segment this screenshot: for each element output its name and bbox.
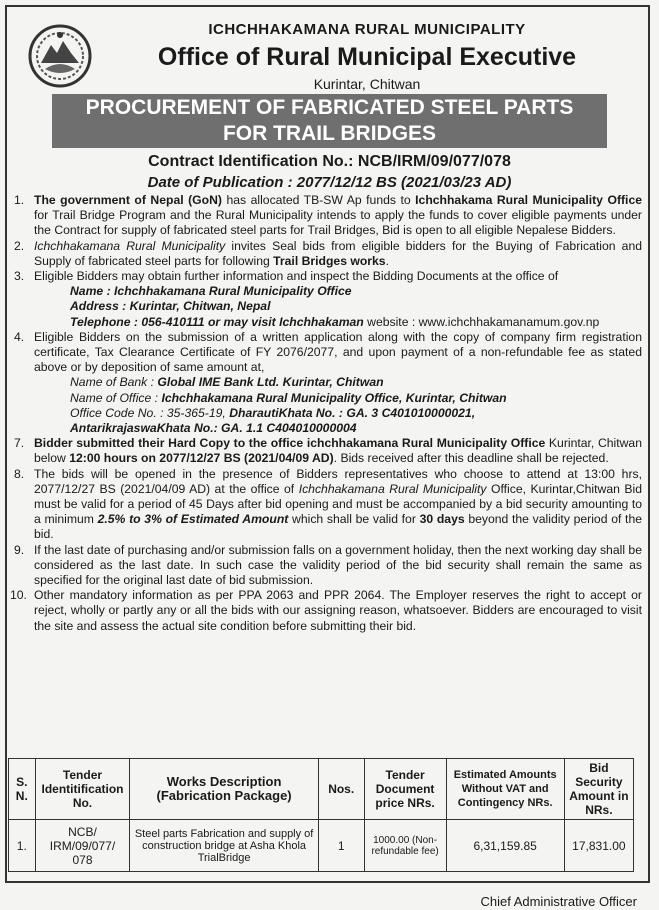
item-text: . Bids received after this deadline shall be rejected. [333,451,609,466]
table-header-row [9,759,634,820]
item-number: 1. [14,193,25,207]
item-number: 2. [14,238,25,253]
item-text: for Trail Bridge Program and the Rural Municipality intends to apply the funds to cover eligible payments under the Contract for supply of fabricated steel parts for Trail Bridges, Bid is open to all eligible Nepalese Bidders. [34,208,642,238]
item-bold-italic-text: 2.5% to 3% of Estimated Amount [97,512,289,527]
column-header: S. N. [9,759,36,820]
municipality-name: ICHCHHAKAMANA RURAL MUNICIPALITY [208,21,526,38]
banner-line-2: FOR TRAIL BRIDGES [222,122,437,145]
item-text: beyond the validity period of the bid. [34,512,642,542]
banner-line-1: PROCUREMENT OF FABRICATED STEEL PARTS [85,96,574,119]
list-item [14,436,642,466]
item-number: 10. [10,588,27,603]
office-address-line: Address : Kurintar, Chitwan, Nepal [70,299,271,314]
bank-name: Global IME Bank Ltd. Kurintar, Chitwan [157,375,384,390]
office-code: Office Code No. : 35-365-19, [70,405,230,420]
office-code-line [34,406,642,421]
column-header: Tender Identitification No. [35,759,130,820]
contract-id: Contract Identification No.: NCB/IRM/09/077/078 [148,153,511,170]
table-cell: Steel parts Fabrication and supply of construction bridge at Asha Khola TrialBridge [130,820,318,872]
item-number: 3. [14,269,25,284]
office-phone: Telephone : 056-410111 or may visit Ichchhakaman [70,314,364,329]
list-item [14,467,642,543]
table-cell: 1 [318,820,364,872]
list-item [14,543,642,589]
item-italic-text: Ichchhakamana Rural Municipality [298,481,487,496]
office-phone-line [34,315,642,330]
item-italic-text: Ichchhakamana Rural Municipality [34,238,226,253]
column-header: Works Description (Fabrication Package) [130,759,318,820]
list-item [14,330,642,436]
procurement-banner [52,94,607,148]
item-text: Eligible Bidders may obtain further information and inspect the Bidding Documents at the office of [34,269,559,284]
column-header: Tender Document price NRs. [364,759,446,820]
tender-table [8,758,634,872]
column-header: Bid Security Amount in NRs. [564,759,633,820]
item-text: which shall be valid for [288,512,420,527]
item-bold-text: Ichchhakama Rural Municipality Office [415,193,642,207]
item-text: Other mandatory information as per PPA 2063 and PPR 2064. The Employer reserves the right to accept or reject, wholly or partly any or all the bids with our assigning reason, whatsoever. Bidders are encouraged to visit the site and assess the actual site condition before submitting their bid. [34,588,642,633]
item-bold-text: 12:00 hours on 2077/12/27 BS (2021/04/09 AD) [69,451,334,466]
item-text: Kurintar, Chitwan below [34,436,642,466]
item-bold-text: Bidder submitted their Hard Copy to the office ichchhakamana Rural Municipality Office [34,436,546,451]
list-item [10,588,642,634]
item-text: . [385,253,389,268]
office-name: Ichchhakamana Rural Municipality Office, Kurintar, Chitwan [161,390,507,405]
table-row [9,820,634,872]
item-bold-text: 30 days [419,512,465,527]
item-number: 9. [14,542,25,557]
item-text: Eligible Bidders on the submission of a written application along with the copy of company firm registration certificate, Tax Clearance Certificate of FY 2076/2077, and upon payment of a non-refundable fee as stated above or by deposition of same amount at, [34,329,642,375]
nepal-emblem-icon [27,23,93,89]
item-text: invites Seal bids from eligible bidders for the Buying of Fabrication and Supply of fabricated steel parts for following [34,238,642,268]
office-name-line: Name : Ichchhakamana Rural Municipality Office [70,284,352,299]
office-title: Office of Rural Municipal Executive [157,43,577,71]
bank-line [34,375,642,390]
item-number: 8. [14,466,25,481]
item-bold-text: Trail Bridges works [273,253,386,268]
notice-body [10,193,642,634]
item-text: has allocated TB-SW Ap funds to [221,193,416,207]
publication-date: Date of Publication : 2077/12/12 BS (2021/03/23 AD) [147,174,512,191]
table-cell: 17,831.00 [564,820,633,872]
item-bold-text: The government of Nepal (GoN) [34,193,222,207]
signature-title: Chief Administrative Officer [480,894,637,909]
dharauti-khata: DharautiKhata No. : GA. 3 C401010000021, [229,405,476,420]
item-text: The bids will be opened in the presence of Bidders representatives who choose to attend at 13:00 hrs, 2077/12/27 BS (2021/04/09 AD) at the office of [34,466,642,496]
list-item [14,269,642,330]
item-number: 7. [14,436,25,451]
list-item [14,239,642,269]
office-location: Kurintar, Chitwan [313,76,421,92]
column-header: Estimated Amounts Without VAT and Contingency NRs. [446,759,564,820]
list-item [14,193,642,239]
item-number: 4. [14,329,25,344]
antarik-line [34,421,642,436]
table-cell: 1000.00 (Non-refundable fee) [364,820,446,872]
column-header: Nos. [318,759,364,820]
office-website: website : www.ichchhakamanamum.gov.np [363,314,600,329]
table-cell: 1. [9,820,36,872]
office-label: Name of Office : [70,390,162,405]
table-cell: 6,31,159.85 [446,820,564,872]
item-text: If the last date of purchasing and/or submission falls on a government holiday, then the next working day shall be considered as the last date. In such case the validity period of the bid security shall remain the same as specified for the original last date of bid submission. [34,542,642,588]
bank-label: Name of Bank : [70,375,158,390]
antarik-khata: AntarikrajaswaKhata No.: GA. 1.1 C404010000004 [70,421,357,436]
table-cell: NCB/ IRM/09/077/ 078 [35,820,130,872]
notice-header [7,7,652,97]
item-text: Office, Kurintar,Chitwan Bid must be valid for a period of 45 Days after bid opening and must be accompanied by a bid security amounting to a minimum [34,481,642,527]
office-line [34,391,642,406]
